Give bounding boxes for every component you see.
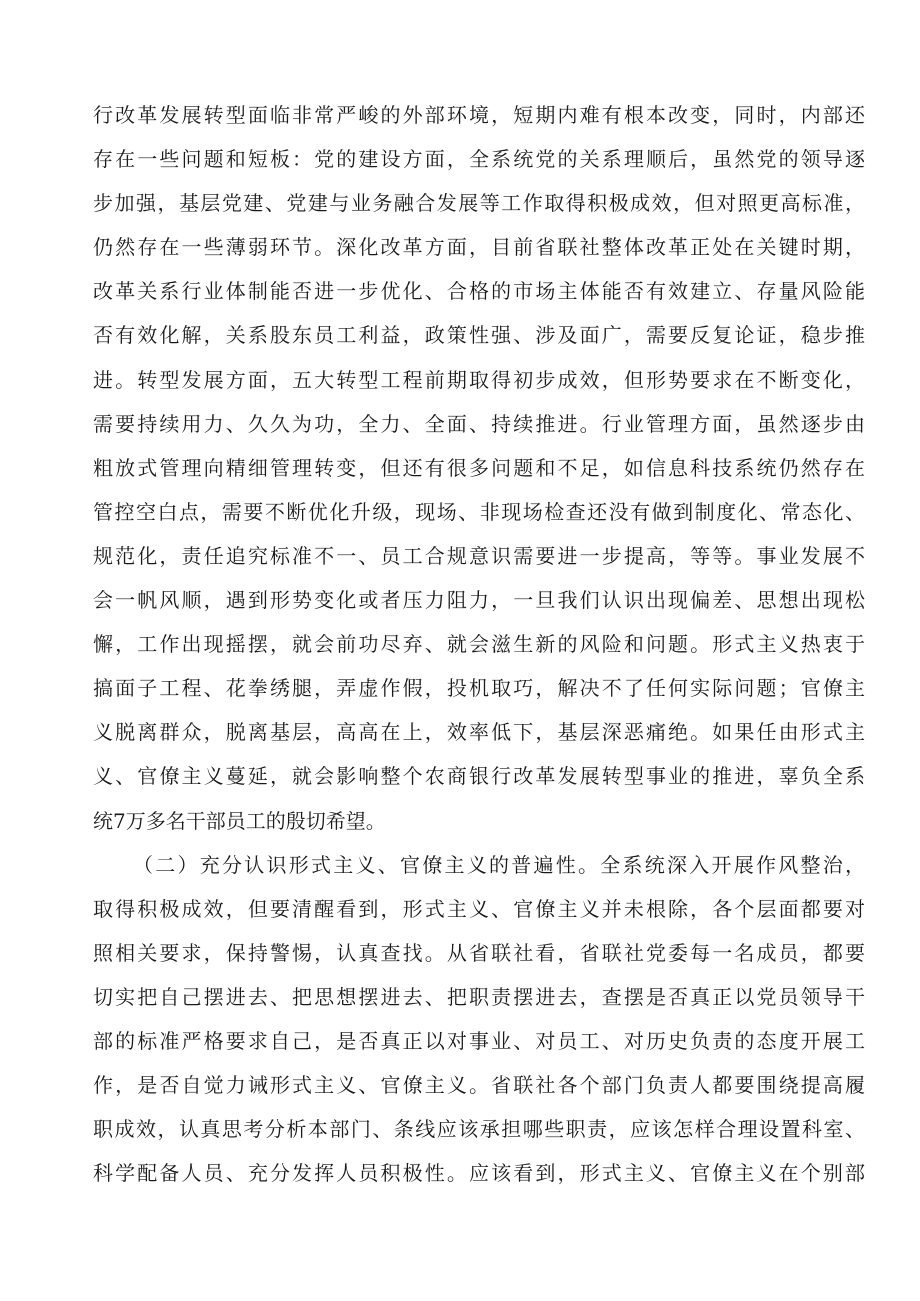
text-line: （二）充分认识形式主义、官僚主义的普遍性。全系统深入开展作风整治， xyxy=(133,852,865,877)
text-line: 仍然存在一些薄弱环节。深化改革方面，目前省联社整体改革正处在关键时期， xyxy=(93,235,865,260)
text-line: 存在一些问题和短板：党的建设方面，全系统党的关系理顺后，虽然党的领导逐 xyxy=(93,147,865,172)
text-line: 改革关系行业体制能否进一步优化、合格的市场主体能否有效建立、存量风险能 xyxy=(93,279,865,304)
text-line: 切实把自己摆进去、把思想摆进去、把职责摆进去，查摆是否真正以党员领导干 xyxy=(93,984,865,1009)
text-line: 否有效化解，关系股东员工利益，政策性强、涉及面广，需要反复论证，稳步推 xyxy=(93,323,865,348)
text-line: 统7万多名干部员工的殷切希望。 xyxy=(93,808,386,833)
text-line: 搞面子工程、花拳绣腿，弄虚作假，投机取巧，解决不了任何实际问题；官僚主 xyxy=(93,676,865,701)
text-line: 义脱离群众，脱离基层，高高在上，效率低下，基层深恶痛绝。如果任由形式主 xyxy=(93,720,865,745)
text-line: 照相关要求，保持警惕，认真查找。从省联社看，省联社党委每一名成员，都要 xyxy=(93,940,865,965)
text-line: 行改革发展转型面临非常严峻的外部环境，短期内难有根本改变，同时，内部还 xyxy=(93,103,865,127)
text-line: 义、官僚主义蔓延，就会影响整个农商银行改革发展转型事业的推进，辜负全系 xyxy=(93,764,865,789)
text-line: 作，是否自觉力诫形式主义、官僚主义。省联社各个部门负责人都要围绕提高履 xyxy=(93,1073,865,1098)
text-line: 步加强，基层党建、党建与业务融合发展等工作取得积极成效，但对照更高标准， xyxy=(93,191,865,216)
text-line: 科学配备人员、充分发挥人员积极性。应该看到，形式主义、官僚主义在个别部 xyxy=(93,1161,865,1186)
paragraph-1 xyxy=(93,93,865,843)
text-line: 规范化，责任追究标准不一、员工合规意识需要进一步提高，等等。事业发展不 xyxy=(93,543,865,568)
text-line: 进。转型发展方面，五大转型工程前期取得初步成效，但形势要求在不断变化， xyxy=(93,367,865,392)
text-line: 需要持续用力、久久为功，全力、全面、持续推进。行业管理方面，虽然逐步由 xyxy=(93,411,865,436)
text-line: 取得积极成效，但要清醒看到，形式主义、官僚主义并未根除，各个层面都要对 xyxy=(93,896,865,921)
body-text xyxy=(93,93,865,1195)
text-line: 粗放式管理向精细管理转变，但还有很多问题和不足，如信息科技系统仍然存在 xyxy=(93,455,865,480)
text-line: 管控空白点，需要不断优化升级，现场、非现场检查还没有做到制度化、常态化、 xyxy=(93,499,865,524)
text-line: 职成效，认真思考分析本部门、条线应该承担哪些职责，应该怎样合理设置科室、 xyxy=(93,1117,865,1142)
text-line: 部的标准严格要求自己，是否真正以对事业、对员工、对历史负责的态度开展工 xyxy=(93,1028,865,1053)
paragraph-2 xyxy=(93,843,865,1196)
text-line: 会一帆风顺，遇到形势变化或者压力阻力，一旦我们认识出现偏差、思想出现松 xyxy=(93,588,865,613)
text-line: 懈，工作出现摇摆，就会前功尽弃、就会滋生新的风险和问题。形式主义热衷于 xyxy=(93,632,865,657)
